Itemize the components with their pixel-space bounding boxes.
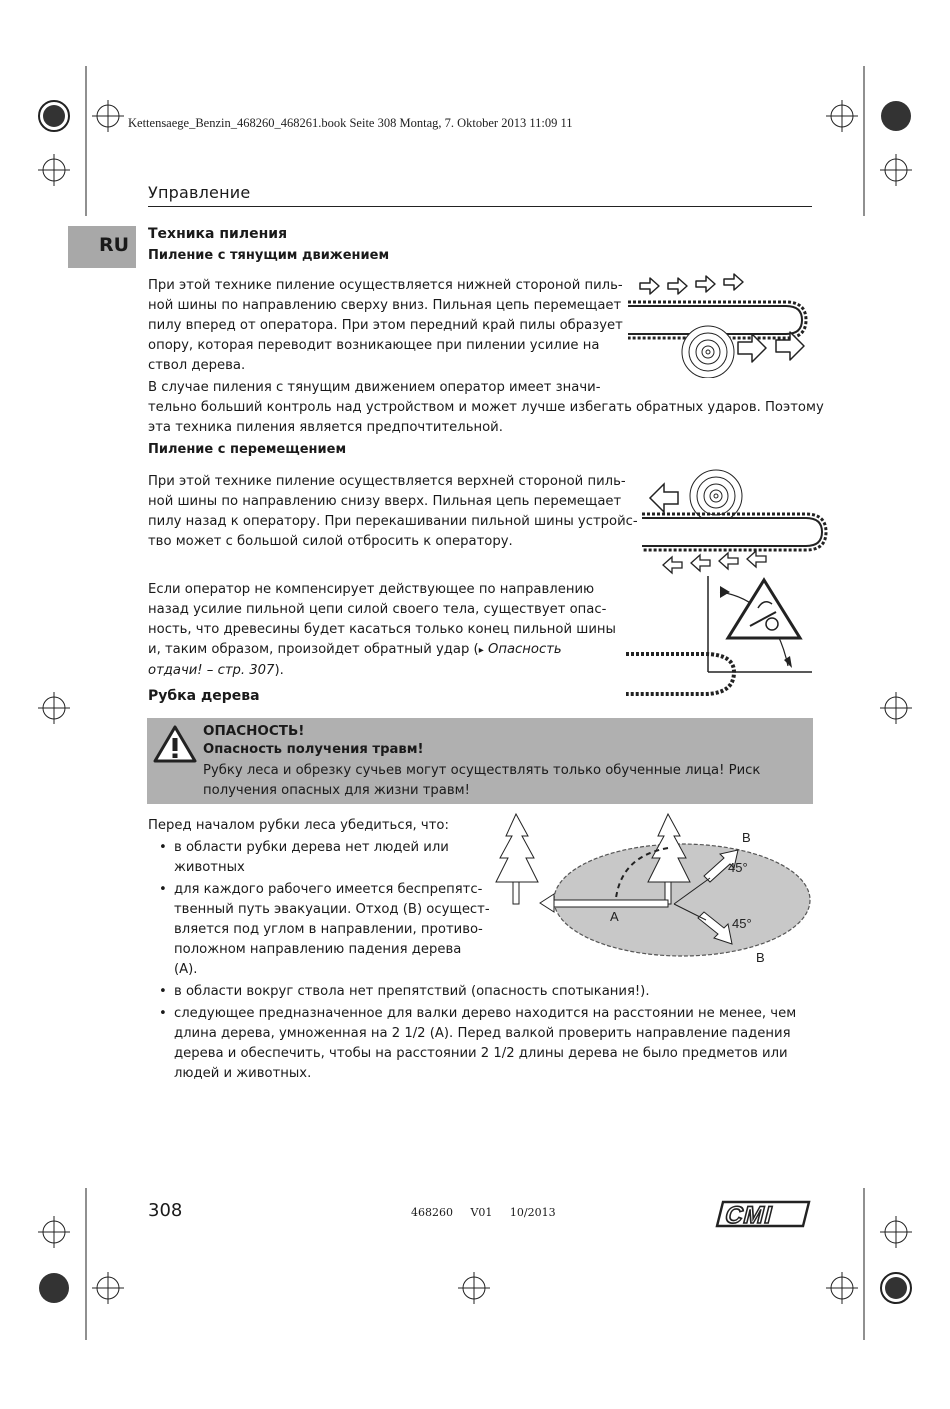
header-divider bbox=[148, 206, 812, 207]
kickback-illustration bbox=[624, 572, 814, 702]
text-line: твенный путь эвакуации. Отход (B) осущест- bbox=[174, 902, 490, 917]
danger-warning-icon bbox=[153, 724, 197, 764]
list-item: • для каждого рабочего имеется беспрепятс- твенный путь эвакуации. Отход (B) осущест- вляется под углом в направлении, противо- положном направлению падения дерева (A). bbox=[174, 880, 494, 980]
text-line: опору, которая переводит возникающее при пилении усилие на bbox=[148, 338, 600, 353]
text-line: тельно больший контроль над устройством и может лучше избегать обратных ударов. Поэтому bbox=[148, 400, 824, 415]
subsection-title-pull: Пиление с тянущим движением bbox=[148, 248, 390, 263]
danger-subtitle: Опасность получения травм! bbox=[203, 742, 424, 757]
text-line: следующее предназначенное для валки дерево находится на расстоянии не менее, чем bbox=[174, 1006, 797, 1021]
text-line: животных bbox=[174, 860, 245, 875]
text-line: людей и животных. bbox=[174, 1066, 312, 1081]
text-line: назад усилие пильной цепи силой своего тела, существует опас- bbox=[148, 602, 607, 617]
paragraph-pull-cut bbox=[148, 276, 623, 376]
warning-triangle-icon bbox=[728, 580, 800, 638]
print-info-line: Kettensaege_Benzin_468260_468261.book Seite 308 Montag, 7. Oktober 2013 11:09 11 bbox=[128, 116, 573, 130]
text-line: тво может с большой силой отбросить к оператору. bbox=[148, 534, 513, 549]
language-tab bbox=[68, 226, 136, 268]
language-tab-label: RU bbox=[98, 234, 129, 256]
list-item: • в области рубки дерева нет людей или животных bbox=[174, 838, 474, 878]
label-b-top: B bbox=[742, 830, 751, 845]
text-line: в области рубки дерева нет людей или bbox=[174, 840, 449, 855]
text-line: в области вокруг ствола нет препятствий (опасность спотыкания!). bbox=[174, 984, 650, 999]
cmi-brand-logo bbox=[714, 1198, 814, 1230]
text-line: При этой технике пиление осуществляется верхней стороной пиль- bbox=[148, 474, 626, 489]
paragraph-kickback bbox=[148, 580, 616, 681]
label-a: A bbox=[610, 909, 619, 924]
page-number: 308 bbox=[148, 1200, 183, 1221]
text-line: При этой технике пиление осуществляется нижней стороной пиль- bbox=[148, 278, 623, 293]
text-line: пилу вперед от оператора. При этом передний край пилы образует bbox=[148, 318, 623, 333]
text-line: ной шины по направлению снизу вверх. Пильная цепь перемещает bbox=[148, 494, 622, 509]
subsection-title-push: Пиление с перемещением bbox=[148, 442, 347, 457]
list-item: • следующее предназначенное для валки дерево находится на расстоянии не менее, чем длина дерева, умноженная на 2 1/2 (A). Перед валкой проверить направление падения дерева и обеспечить, чтобы на расстоянии 2 1/2 длины дерева не было предметов или людей и животных. bbox=[174, 1004, 814, 1084]
saw-bar bbox=[642, 518, 822, 546]
label-b-bottom: B bbox=[756, 950, 765, 965]
text-line: положном направлению падения дерева bbox=[174, 942, 462, 957]
text-line: и, таким образом, произойдет обратный удар ( bbox=[148, 642, 479, 657]
page-header-title: Управление bbox=[148, 183, 251, 202]
text-line: длина дерева, умноженная на 2 1/2 (A). Перед валкой проверить направление падения bbox=[174, 1026, 791, 1041]
danger-text: Рубку леса и обрезку сучьев могут осуществлять только обученные лица! Риск получения опасных для жизни травм! bbox=[203, 763, 761, 798]
text-line: для каждого рабочего имеется беспрепятс- bbox=[174, 882, 483, 897]
danger-label: ОПАСНОСТЬ! bbox=[203, 723, 305, 739]
text-line: эта техника пиления является предпочтительной. bbox=[148, 420, 503, 435]
text-line: ность, что древесины будет касаться только конец пильной шины bbox=[148, 622, 616, 637]
text-line: пилу назад к оператору. При перекашивании пильной шины устройс- bbox=[148, 514, 638, 529]
text-line: вляется под углом в направлении, противо- bbox=[174, 922, 483, 937]
document-code: 468260 V01 10/2013 bbox=[411, 1206, 556, 1219]
section-title-felling: Рубка дерева bbox=[148, 688, 260, 704]
log-end-icon bbox=[682, 326, 734, 378]
text-line: Если оператор не компенсирует действующее по направлению bbox=[148, 582, 595, 597]
paragraph-pull-advantage bbox=[148, 378, 824, 438]
paragraph-push-cut bbox=[148, 472, 638, 552]
text-line: ной шины по направлению сверху вниз. Пильная цепь перемещает bbox=[148, 298, 622, 313]
cross-reference-link-part2[interactable]: отдачи! – стр. 307 bbox=[148, 663, 275, 678]
danger-notice-box bbox=[147, 718, 813, 804]
reference-arrow-icon: ▸ bbox=[478, 645, 484, 656]
cross-reference-link-part1[interactable]: Опасность bbox=[487, 642, 562, 657]
text-line: дерева и обеспечить, чтобы на расстоянии 2 1/2 длины дерева не было предметов или bbox=[174, 1046, 788, 1061]
text-line: В случае пиления с тянущим движением оператор имеет значи- bbox=[148, 380, 601, 395]
text-line: ). bbox=[274, 663, 284, 678]
tree-icon bbox=[496, 814, 538, 904]
felling-intro: Перед началом рубки леса убедиться, что: bbox=[148, 818, 449, 833]
section-title-sawing: Техника пиления bbox=[148, 226, 288, 242]
label-angle-top: 45° bbox=[728, 860, 748, 875]
label-angle-bottom: 45° bbox=[732, 916, 752, 931]
svg-text:CMI: CMI bbox=[722, 1202, 776, 1229]
text-line: (A). bbox=[174, 962, 198, 977]
felling-zone-diagram bbox=[492, 812, 822, 967]
push-cut-illustration bbox=[630, 466, 830, 576]
text-line: ствол дерева. bbox=[148, 358, 246, 373]
list-item: • в области вокруг ствола нет препятствий (опасность спотыкания!). bbox=[174, 982, 814, 1002]
pull-cut-illustration bbox=[626, 268, 826, 378]
